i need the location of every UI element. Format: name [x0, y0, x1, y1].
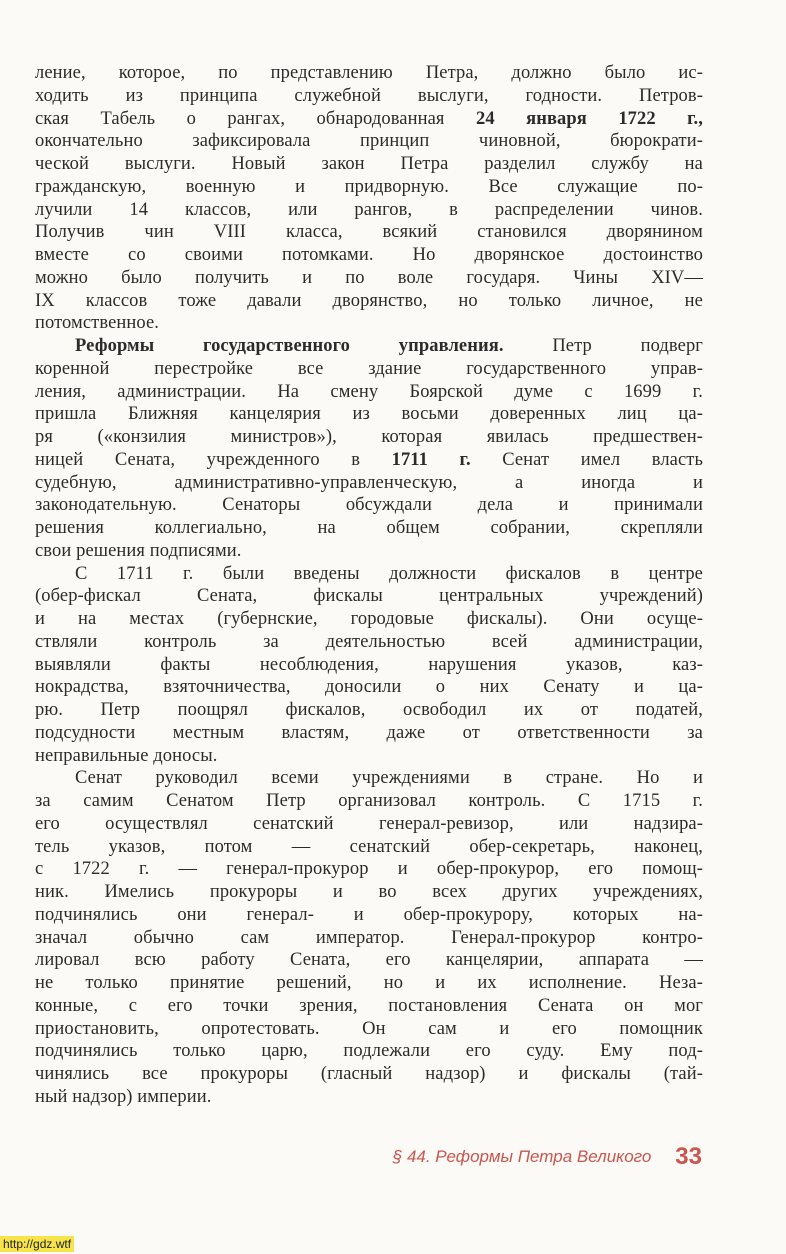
text-line [35, 790, 703, 813]
text-line [35, 540, 703, 563]
section-title: § 44. Реформы Петра Великого [392, 1147, 652, 1166]
text-line [35, 836, 703, 859]
text-line [35, 85, 703, 108]
text-segment: пришла Ближняя канцелярия из восьми доверенных лиц ца- [35, 404, 703, 425]
text-line [35, 1086, 703, 1109]
text-segment: неправильные доносы. [35, 745, 218, 766]
text-line [35, 267, 703, 290]
text-segment: ческой выслуги. Новый закон Петра разделил службу на [35, 154, 703, 174]
text-segment: вместе со своими потомками. Но дворянское достоинство [35, 245, 703, 265]
text-line [35, 1040, 703, 1063]
text-segment: Сенат руководил всеми учреждениями в стране. Но и [75, 768, 703, 789]
text-segment: ный надзор) империи. [35, 1086, 212, 1107]
text-segment: IX классов тоже давали дворянство, но только личное, не [35, 290, 703, 311]
text-line [35, 358, 703, 381]
text-segment: ник. Имелись прокуроры и во всех других учреждениях, [35, 882, 703, 902]
text-line [35, 881, 703, 904]
text-line [35, 585, 703, 608]
text-segment: С 1711 г. были введены должности фискалов в центре [75, 563, 703, 584]
text-segment: конные, с его точки зрения, постановления Сената он мог [35, 995, 703, 1016]
text-segment: ходить из принципа служебной выслуги, годности. Петров- [35, 85, 703, 106]
text-segment: и на местах (губернские, городовые фискалы). Они осуще- [35, 609, 703, 629]
text-segment: лировал всю работу Сената, его канцелярии, аппарата — [35, 950, 703, 971]
text-segment: чинялись все прокуроры (гласный надзор) и фискалы (тай- [35, 1064, 703, 1084]
text-line [35, 1063, 703, 1086]
text-segment: ствляли контроль за деятельностью всей администрации, [35, 631, 703, 652]
page-body-text [35, 62, 703, 1109]
text-line [35, 631, 703, 654]
text-line [35, 608, 703, 631]
text-line [35, 517, 703, 540]
bold-text: Реформы государственного управления. [75, 336, 504, 356]
bold-text: 24 января 1722 г., [475, 108, 704, 129]
text-segment: судебную, административно-управленческую, а иногда и [35, 472, 703, 493]
text-line [35, 972, 703, 995]
text-segment: свои решения подписями. [35, 540, 242, 561]
text-line [35, 676, 703, 699]
text-line [35, 290, 703, 313]
text-line [35, 335, 703, 358]
text-segment: не только принятие решений, но и их исполнение. Неза- [35, 973, 703, 993]
text-line [35, 426, 703, 449]
text-segment: Получив чин VIII класса, всякий становился дворянином [35, 222, 703, 243]
text-line [35, 949, 703, 972]
text-line [35, 1018, 703, 1041]
text-line [35, 563, 703, 586]
text-line [35, 403, 703, 426]
text-segment: Петр подверг [503, 336, 703, 356]
text-segment: за самим Сенатом Петр организовал контроль. С 1715 г. [35, 791, 703, 811]
text-segment: рю. Петр поощрял фискалов, освободил их от податей, [35, 700, 703, 720]
text-line [35, 153, 703, 176]
text-line [35, 244, 703, 267]
text-segment: подчинялись только царю, подлежали его суду. Ему под- [35, 1041, 703, 1062]
page-footer [352, 1142, 702, 1172]
text-segment: подчинялись они генерал- и обер-прокурору, которых на- [35, 904, 703, 925]
text-line [35, 221, 703, 244]
text-segment: ская Табель о рангах, обнародованная [35, 108, 476, 129]
text-segment: нокрадства, взяточничества, доносили о них Сенату и ца- [35, 677, 703, 698]
text-line [35, 904, 703, 927]
text-segment: значал обычно сам император. Генерал-прокурор контро- [35, 927, 703, 948]
text-line [35, 130, 703, 153]
watermark-link[interactable]: http://gdz.wtf [0, 1236, 74, 1252]
text-line [35, 108, 703, 131]
text-segment: (обер-фискал Сената, фискалы центральных учреждений) [35, 586, 703, 607]
text-segment: лучили 14 классов, или рангов, в распределении чинов. [35, 199, 703, 220]
paragraph [35, 767, 703, 1108]
text-line [35, 813, 703, 836]
text-line [35, 745, 703, 768]
text-line [35, 494, 703, 517]
text-line [35, 62, 703, 85]
text-segment: коренной перестройке все здание государственного управ- [35, 358, 703, 379]
text-line [35, 472, 703, 495]
text-segment: окончательно зафиксировала принцип чиновной, бюрократи- [35, 131, 703, 152]
text-segment: тель указов, потом — сенатский обер-секретарь, наконец, [35, 836, 703, 857]
text-segment: с 1722 г. — генерал-прокурор и обер-прокурор, его помощ- [35, 859, 703, 880]
paragraph [35, 335, 703, 563]
text-line [35, 767, 703, 790]
text-segment: ницей Сената, учрежденного в [35, 449, 392, 470]
text-segment: потомственное. [35, 313, 159, 334]
text-segment: можно было получить и по воле государя. Чины XIV— [35, 267, 703, 288]
text-line [35, 654, 703, 677]
text-segment: приостановить, опротестовать. Он сам и его помощник [35, 1018, 703, 1039]
text-line [35, 722, 703, 745]
page-number: 33 [675, 1143, 702, 1170]
text-segment: ления, администрации. На смену Боярской думе с 1699 г. [35, 381, 703, 402]
text-segment: ря («конзилия министров»), которая явилась предшествен- [35, 427, 703, 447]
text-segment: решения коллегиально, на общем собрании, скрепляли [35, 518, 703, 538]
text-line [35, 927, 703, 950]
paragraph [35, 62, 703, 335]
text-segment: выявляли факты несоблюдения, нарушения указов, каз- [35, 654, 703, 675]
text-line [35, 449, 703, 472]
text-segment: его осуществлял сенатский генерал-ревизор, или надзира- [35, 813, 703, 834]
text-line [35, 312, 703, 335]
paragraph [35, 563, 703, 768]
text-line [35, 699, 703, 722]
text-line [35, 176, 703, 199]
text-segment: гражданскую, военную и придворную. Все служащие по- [35, 176, 703, 197]
text-line [35, 199, 703, 222]
text-segment: законодательную. Сенаторы обсуждали дела и принимали [35, 495, 703, 516]
text-segment: Сенат имел власть [470, 449, 703, 470]
bold-text: 1711 г. [391, 449, 471, 470]
text-line [35, 381, 703, 404]
text-segment: ление, которое, по представлению Петра, должно было ис- [35, 63, 703, 83]
text-line [35, 858, 703, 881]
text-line [35, 995, 703, 1018]
text-segment: подсудности местным властям, даже от ответственности за [35, 722, 703, 743]
